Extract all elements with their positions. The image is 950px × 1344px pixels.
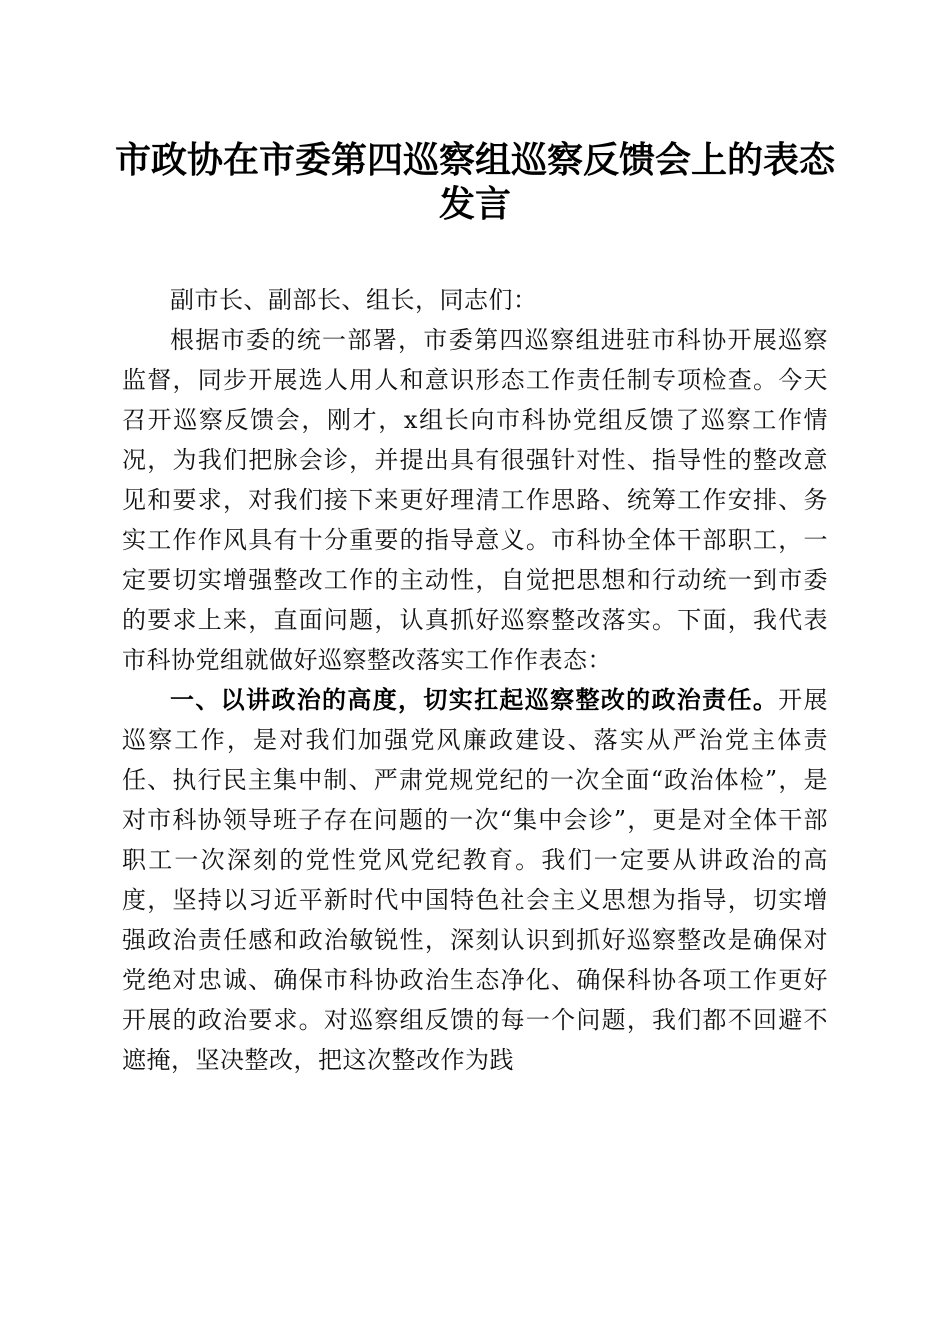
section-heading-1: 一、以讲政治的高度，切实扛起巡察整改的政治责任。 — [170, 686, 779, 714]
paragraph-1 — [122, 320, 828, 680]
document-title: 市政协在市委第四巡察组巡察反馈会上的表态发言 — [115, 139, 836, 225]
salutation: 副市长、副部长、组长，同志们： — [170, 286, 538, 314]
paragraph-1-text: 根据市委的统一部署，市委第四巡察组进驻市科协开展巡察监督，同步开展选人用人和意识形态工作责任制专项检查。今天召开巡察反馈会，刚才，x组长向市科协党组反馈了巡察工作情况，为我们把脉会诊，并提出具有很强针对性、指导性的整改意见和要求，对我们接下来更好理清工作思路、统筹工作安排、务实工作作风具有十分重要的指导意义。市科协全体干部职工，一定要切实增强整改工作的主动性，自觉把思想和行动统一到市委的要求上来，直面问题，认真抓好巡察整改落实。下面，我代表市科协党组就做好巡察整改落实工作作表态： — [122, 326, 828, 674]
paragraph-2-text: 开展巡察工作，是对我们加强党风廉政建设、落实从严治党主体责任、执行民主集中制、严肃党规党纪的一次全面“政治体检”，是对市科协领导班子存在问题的一次“集中会诊”，更是对全体干部职工一次深刻的党性党风党纪教育。我们一定要从讲政治的高度，坚持以习近平新时代中国特色社会主义思想为指导，切实增强政治责任感和政治敏锐性，深刻认识到抓好巡察整改是确保对党绝对忠诚、确保市科协政治生态净化、确保科协各项工作更好开展的政治要求。对巡察组反馈的每一个问题，我们都不回避不遮掩，坚决整改，把这次整改作为践 — [122, 686, 829, 1074]
paragraph-2 — [122, 680, 828, 1080]
document-body — [122, 280, 828, 1080]
